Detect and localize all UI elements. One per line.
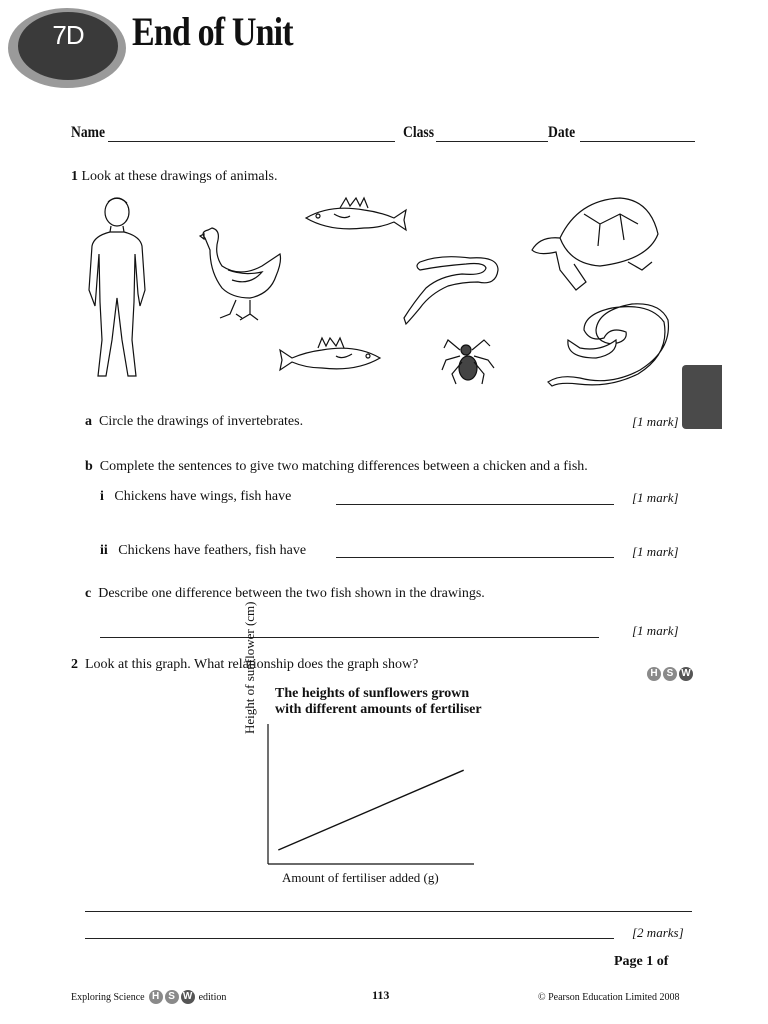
date-label: Date (548, 124, 576, 141)
chart-title (275, 686, 482, 718)
marks-label: [2 marks] (632, 925, 684, 940)
date-field[interactable] (580, 141, 695, 142)
hsw-w-icon: W (679, 667, 693, 681)
brand-suffix: edition (198, 991, 227, 1003)
hsw-h-icon: H (149, 990, 163, 1004)
chart-title-line-1: The heights of sunflowers grown (275, 686, 470, 701)
name-label: Name (71, 124, 105, 141)
page-label: Page 1 of (614, 954, 669, 969)
part-text: Complete the sentences to give two matching differences between a chicken and a fish. (99, 459, 588, 474)
y-axis-label: Height of sunflower (cm) (242, 601, 257, 734)
copyright: © Pearson Education Limited 2008 (538, 992, 680, 1003)
answer-line-2a[interactable] (85, 911, 692, 912)
worm-drawing (404, 257, 498, 324)
part-letter: b (85, 459, 93, 474)
question-1c (85, 586, 485, 602)
subpart-text: Chickens have feathers, fish have (118, 543, 307, 558)
snake-drawing (548, 304, 668, 386)
marks-label: [1 mark] (632, 490, 679, 505)
side-tab (682, 365, 722, 429)
series-line-0 (278, 770, 463, 850)
chicken-drawing (200, 228, 281, 320)
unit-code: 7D (52, 20, 84, 50)
fish-drawing-2 (280, 338, 380, 370)
question-1b-ii (100, 543, 306, 559)
part-text: Describe one difference between the two fish shown in the drawings. (98, 586, 485, 601)
class-label: Class (403, 124, 434, 141)
hsw-badge (647, 667, 693, 681)
x-axis-label: Amount of fertiliser added (g) (282, 870, 439, 885)
hsw-s-icon: S (165, 990, 179, 1004)
hsw-s-icon: S (663, 667, 677, 681)
class-field[interactable] (436, 141, 548, 142)
question-1a (85, 414, 303, 430)
answer-line-1c[interactable] (100, 637, 599, 638)
page-title: End of Unit (132, 9, 293, 54)
marks-label: [1 mark] (632, 414, 679, 429)
answer-line-2b[interactable] (85, 938, 614, 939)
subpart-number: i (100, 489, 104, 504)
page-number: 113 (372, 988, 390, 1002)
hsw-w-icon: W (181, 990, 195, 1004)
subpart-number: ii (100, 543, 108, 558)
question-1b-i (100, 489, 291, 505)
boy-drawing (89, 198, 145, 376)
question-text: Look at this graph. What relationship does the graph show? (85, 657, 419, 672)
tortoise-drawing (532, 198, 658, 290)
spider-drawing (442, 340, 494, 384)
question-1 (71, 169, 277, 185)
brand-prefix: Exploring Science (71, 991, 145, 1003)
subpart-text: Chickens have wings, fish have (114, 489, 292, 504)
hsw-logo (149, 990, 195, 1004)
part-text: Circle the drawings of invertebrates. (99, 414, 304, 429)
question-number: 2 (71, 657, 78, 672)
question-number: 1 (71, 169, 78, 184)
chart-title-line-2: with different amounts of fertiliser (275, 702, 482, 717)
marks-label: [1 mark] (632, 544, 679, 559)
answer-line-1b-ii[interactable] (336, 557, 614, 558)
part-letter: a (85, 414, 92, 429)
answer-line-1b-i[interactable] (336, 504, 614, 505)
animal-drawings (0, 190, 768, 395)
hsw-h-icon: H (647, 667, 661, 681)
question-text: Look at these drawings of animals. (81, 169, 278, 184)
fish-drawing (306, 198, 406, 230)
question-1b (85, 459, 588, 475)
part-letter: c (85, 586, 92, 601)
marks-label: [1 mark] (632, 623, 679, 638)
chart (262, 720, 482, 870)
footer-brand (71, 990, 226, 1004)
name-field[interactable] (108, 141, 395, 142)
